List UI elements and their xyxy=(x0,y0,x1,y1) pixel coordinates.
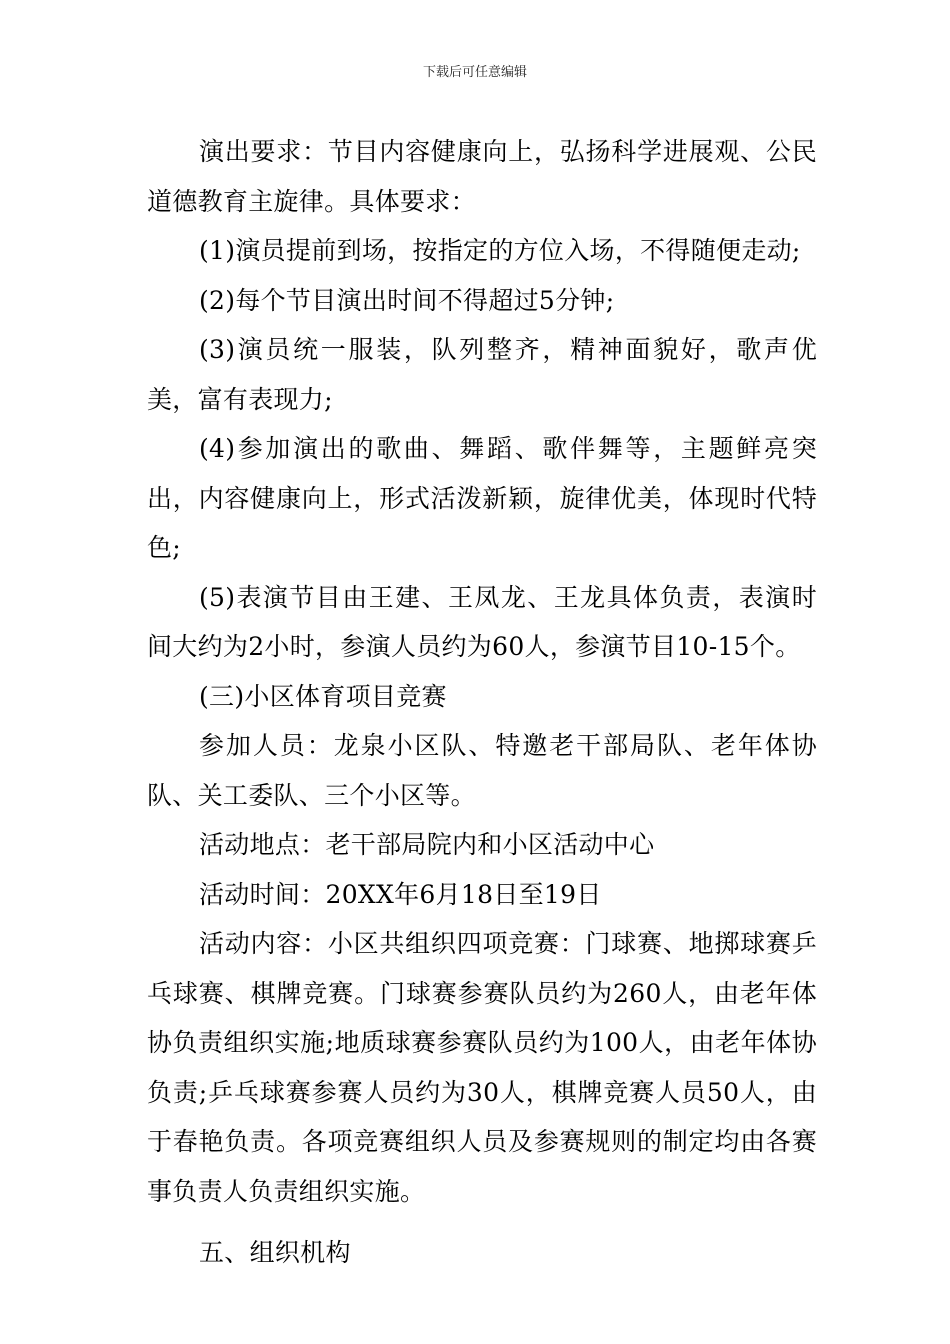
paragraph-activity-content: 活动内容：小区共组织四项竞赛：门球赛、地掷球赛乒乓球赛、棋牌竞赛。门球赛参赛队员约为260人，由老年体协负责组织实施;地质球赛参赛队员约为100人，由老年体协负责;乒乓球赛参赛人员约为30人，棋牌竞赛人员50人，由于春艳负责。各项竞赛组织人员及参赛规则的制定均由各赛事负责人负责组织实施。 xyxy=(147,929,817,1206)
page-header: 下载后可任意编辑 xyxy=(422,65,527,80)
document-body xyxy=(147,127,817,1278)
paragraph-participants: 参加人员：龙泉小区队、特邀老干部局队、老年体协队、关工委队、三个小区等。 xyxy=(147,731,817,810)
paragraph-requirement-1: (1)演员提前到场，按指定的方位入场，不得随便走动; xyxy=(199,236,801,265)
paragraph-venue: 活动地点：老干部局院内和小区活动中心 xyxy=(199,830,655,859)
paragraph-time: 活动时间：20XX年6月18日至19日 xyxy=(199,879,602,909)
paragraph-requirement-5: (5)表演节目由王建、王凤龙、王龙具体负责，表演时间大约为2小时，参演人员约为60人，参演节目10-15个。 xyxy=(147,582,817,661)
paragraph-requirement-3: (3)演员统一服装，队列整齐，精神面貌好，歌声优美，富有表现力; xyxy=(147,335,817,414)
paragraph-requirement-2: (2)每个节目演出时间不得超过5分钟; xyxy=(199,285,615,315)
paragraph-performance-requirements: 演出要求：节目内容健康向上，弘扬科学进展观、公民道德教育主旋律。具体要求： xyxy=(147,137,817,216)
paragraph-requirement-4: (4)参加演出的歌曲、舞蹈、歌伴舞等，主题鲜亮突出，内容健康向上，形式活泼新颖，旋律优美，体现时代特色; xyxy=(147,434,817,562)
section-heading-sports-competition: (三)小区体育项目竞赛 xyxy=(199,681,447,711)
section-heading-organization: 五、组织机构 xyxy=(199,1238,351,1267)
